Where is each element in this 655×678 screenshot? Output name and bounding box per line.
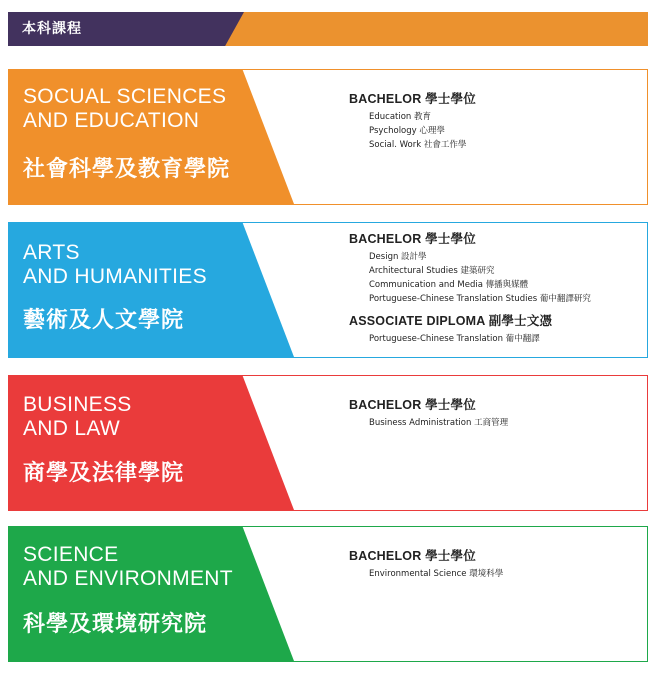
header-title: 本科課程 [22, 21, 82, 37]
program-item: Education 教育 [369, 112, 432, 122]
section-header [8, 12, 648, 46]
degree-group [349, 230, 644, 306]
faculty-name-zh: 科學及環境研究院 [23, 612, 208, 637]
program-item: Environmental Science 環境科學 [369, 569, 504, 579]
faculty-card-business-law [8, 375, 648, 511]
program-item: Portuguese-Chinese Translation Studies 葡中翻譯研究 [369, 294, 591, 304]
program-item: Social. Work 社會工作學 [369, 140, 467, 150]
faculty-name-zh: 社會科學及教育學院 [23, 157, 231, 182]
faculty-card-social-sciences [8, 69, 648, 205]
program-item: Communication and Media 傳播與媒體 [369, 280, 529, 290]
degree-group [349, 90, 644, 152]
faculty-name-zh: 藝術及人文學院 [23, 308, 185, 333]
program-item: Architectural Studies 建築研究 [369, 266, 495, 276]
program-list-area [349, 396, 644, 436]
program-item: Psychology 心理學 [369, 126, 445, 136]
degree-title: BACHELOR 學士學位 [349, 398, 476, 412]
faculty-name-zh: 商學及法律學院 [23, 461, 185, 486]
degree-title: BACHELOR 學士學位 [349, 549, 476, 563]
faculty-name-en: SOCUAL SCIENCES AND EDUCATION [23, 85, 227, 132]
faculty-name-en: SCIENCE AND ENVIRONMENT [23, 543, 233, 590]
degree-group [349, 396, 644, 430]
program-list-area [349, 90, 644, 158]
faculty-card-arts-humanities [8, 222, 648, 358]
faculty-card-science-environment [8, 526, 648, 662]
program-list-area [349, 230, 644, 352]
program-item: Portuguese-Chinese Translation 葡中翻譯 [369, 334, 540, 344]
program-item: Business Administration 工商管理 [369, 418, 509, 428]
degree-title: BACHELOR 學士學位 [349, 92, 476, 106]
program-item: Design 設計學 [369, 252, 427, 262]
degree-title: BACHELOR 學士學位 [349, 232, 476, 246]
program-list-area [349, 547, 644, 587]
degree-group [349, 547, 644, 581]
faculty-name-en: BUSINESS AND LAW [23, 393, 132, 440]
faculty-name-en: ARTS AND HUMANITIES [23, 241, 207, 288]
degree-group [349, 312, 644, 346]
degree-title: ASSOCIATE DIPLOMA 副學士文憑 [349, 314, 553, 328]
